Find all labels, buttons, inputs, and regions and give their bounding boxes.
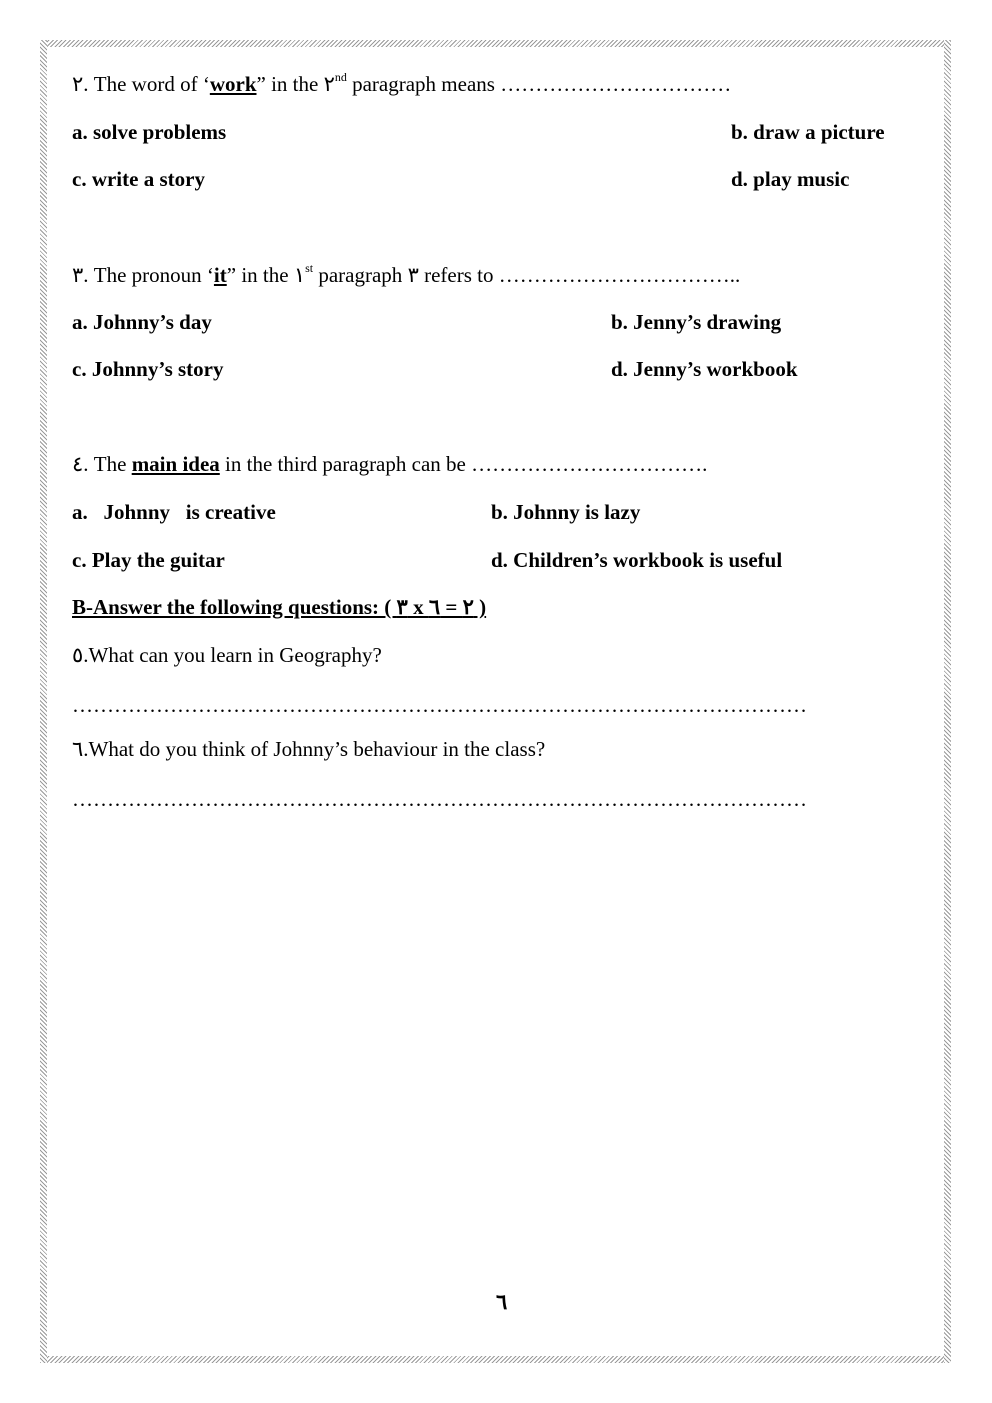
keyword: it	[213, 263, 227, 287]
question-3: ٣. The pronoun ‘it” in the ١st paragraph ٣ refers to ……………………………..	[72, 261, 741, 287]
q4-option-c: c. Play the guitar	[72, 548, 225, 572]
question-6: ٦.What do you think of Johnny’s behaviour in the class?	[72, 737, 546, 761]
q3-option-a: a. Johnny’s day	[72, 310, 212, 334]
q3-option-c: c. Johnny’s story	[72, 357, 224, 381]
question-number: ٤	[72, 452, 84, 476]
question-number: ٣	[72, 263, 84, 287]
q4-option-a: a. Johnny is creative	[72, 500, 276, 524]
q2-option-b: b. draw a picture	[731, 120, 885, 144]
q3-option-b: b. Jenny’s drawing	[611, 310, 782, 334]
question-5: ٥.What can you learn in Geography?	[72, 643, 382, 667]
q2-option-c: c. write a story	[72, 167, 205, 191]
q2-option-d: d. play music	[731, 167, 850, 191]
page-border-right	[944, 40, 951, 1363]
q4-option-b: b. Johnny is lazy	[491, 500, 641, 524]
q3-option-d: d. Jenny’s workbook	[611, 357, 798, 381]
page-border-left	[40, 40, 47, 1363]
q2-option-a: a. solve problems	[72, 120, 227, 144]
question-4: ٤. The main idea in the third paragraph can be …………………………….	[72, 452, 708, 476]
section-b-heading: B-Answer the following questions: ( ٣ x ٢ = ٦ )	[72, 595, 487, 619]
answer-line-5[interactable]: ……………………………………………………………………………………………	[72, 693, 807, 717]
question-2: ٢. The word of ‘work” in the ٢nd paragraph means ……………………………	[72, 70, 732, 96]
keyword: work	[209, 72, 257, 96]
answer-line-6[interactable]: ……………………………………………………………………………………………	[72, 787, 807, 811]
keyword: main idea	[131, 452, 220, 476]
question-number: ٢	[72, 72, 84, 96]
q4-option-d: d. Children’s workbook is useful	[491, 548, 783, 572]
page-border-top	[40, 40, 951, 47]
page-number: ٦	[496, 1290, 508, 1314]
page-border-bottom	[40, 1356, 951, 1363]
